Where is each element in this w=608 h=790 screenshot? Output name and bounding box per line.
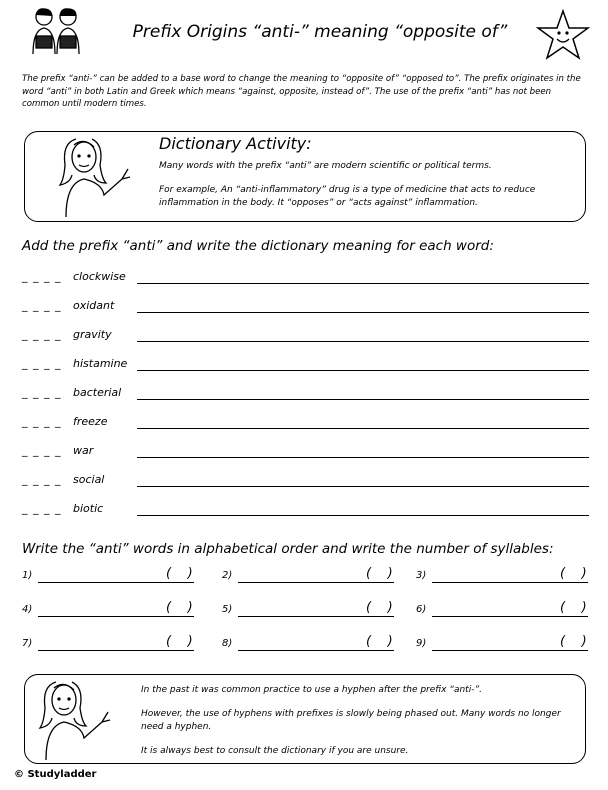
answer-line[interactable] (38, 616, 194, 617)
item-number: 1) (22, 570, 33, 581)
syllable-parens[interactable]: ( ) (366, 634, 393, 649)
dictionary-text-2: For example, An “anti-inflammatory” drug is a type of medicine that acts to reduce inflammation in the body. It “opposes” or “acts against” inflammation. (159, 185, 536, 208)
meaning-line[interactable] (137, 457, 589, 458)
syllable-parens[interactable]: ( ) (166, 634, 193, 649)
syllable-parens[interactable]: ( ) (366, 600, 393, 615)
meaning-line[interactable] (137, 312, 589, 313)
answer-line[interactable] (432, 616, 588, 617)
meaning-line[interactable] (137, 428, 589, 429)
answer-line[interactable] (432, 650, 588, 651)
word-row (22, 386, 590, 402)
meaning-line[interactable] (137, 515, 589, 516)
word-label: oxidant (73, 299, 115, 312)
word-row (22, 357, 590, 373)
order-item (22, 568, 202, 586)
item-number: 4) (22, 604, 33, 615)
item-number: 6) (416, 604, 427, 615)
item-number: 3) (416, 570, 427, 581)
word-row (22, 328, 590, 344)
note-text-2: However, the use of hyphens with prefixes is slowly being phased out. Many words no longer need a hyphen. (141, 709, 561, 732)
item-number: 5) (222, 604, 233, 615)
word-label: bacterial (73, 386, 122, 399)
word-label: biotic (73, 502, 104, 515)
order-item (22, 636, 202, 654)
answer-line[interactable] (432, 582, 588, 583)
item-number: 9) (416, 638, 427, 649)
section2-heading: Write the “anti” words in alphabetical order and write the number of syllables: (22, 541, 554, 557)
note-text-3: It is always best to consult the dictionary if you are unsure. (141, 746, 409, 756)
order-item (222, 636, 402, 654)
order-item (222, 602, 402, 620)
teacher-pointing-icon (56, 135, 140, 219)
prefix-blank[interactable]: _ _ _ _ (22, 270, 62, 283)
prefix-blank[interactable]: _ _ _ _ (22, 357, 62, 370)
prefix-blank[interactable]: _ _ _ _ (22, 299, 62, 312)
order-item (416, 602, 596, 620)
order-item (222, 568, 402, 586)
order-item (416, 568, 596, 586)
kids-reading-icon (28, 6, 84, 56)
item-number: 8) (222, 638, 233, 649)
item-number: 2) (222, 570, 233, 581)
meaning-line[interactable] (137, 341, 589, 342)
meaning-line[interactable] (137, 283, 589, 284)
word-label: clockwise (73, 270, 126, 283)
prefix-blank[interactable]: _ _ _ _ (22, 502, 62, 515)
prefix-blank[interactable]: _ _ _ _ (22, 473, 62, 486)
answer-line[interactable] (238, 582, 394, 583)
prefix-blank[interactable]: _ _ _ _ (22, 415, 62, 428)
intro-paragraph: The prefix “anti-” can be added to a base word to change the meaning to “opposite of” “opposed to”. The prefix originates in the word “anti” in both Latin and Greek which means “against, opposite, instead of”. The use of the prefix “anti” has not been common until modern times. (22, 74, 581, 109)
syllable-parens[interactable]: ( ) (560, 566, 587, 581)
syllable-parens[interactable]: ( ) (166, 600, 193, 615)
prefix-blank[interactable]: _ _ _ _ (22, 444, 62, 457)
word-row (22, 502, 590, 518)
order-item (22, 602, 202, 620)
syllable-parens[interactable]: ( ) (166, 566, 193, 581)
syllable-parens[interactable]: ( ) (366, 566, 393, 581)
teacher-pointing-icon (36, 678, 120, 762)
section1-heading: Add the prefix “anti” and write the dictionary meaning for each word: (22, 238, 494, 254)
item-number: 7) (22, 638, 33, 649)
word-label: histamine (73, 357, 128, 370)
dictionary-title: Dictionary Activity: (159, 134, 312, 153)
answer-line[interactable] (38, 650, 194, 651)
word-label: social (73, 473, 105, 486)
prefix-blank[interactable]: _ _ _ _ (22, 328, 62, 341)
word-row (22, 299, 590, 315)
copyright-icon: © (14, 769, 24, 780)
answer-line[interactable] (238, 616, 394, 617)
order-item (416, 636, 596, 654)
prefix-blank[interactable]: _ _ _ _ (22, 386, 62, 399)
word-row (22, 270, 590, 286)
answer-line[interactable] (38, 582, 194, 583)
meaning-line[interactable] (137, 486, 589, 487)
word-label: war (73, 444, 94, 457)
word-label: freeze (73, 415, 108, 428)
note-text-1: In the past it was common practice to use a hyphen after the prefix “anti-”. (141, 685, 482, 695)
footer (14, 769, 96, 780)
syllable-parens[interactable]: ( ) (560, 634, 587, 649)
word-row (22, 444, 590, 460)
word-label: gravity (73, 328, 112, 341)
syllable-parens[interactable]: ( ) (560, 600, 587, 615)
meaning-line[interactable] (137, 370, 589, 371)
page-title: Prefix Origins “anti-” meaning “opposite of” (132, 22, 508, 42)
dictionary-text-1: Many words with the prefix “anti” are modern scientific or political terms. (159, 161, 492, 171)
smiling-star-icon (534, 8, 592, 64)
footer-brand: Studyladder (27, 769, 97, 780)
word-row (22, 473, 590, 489)
meaning-line[interactable] (137, 399, 589, 400)
word-row (22, 415, 590, 431)
answer-line[interactable] (238, 650, 394, 651)
